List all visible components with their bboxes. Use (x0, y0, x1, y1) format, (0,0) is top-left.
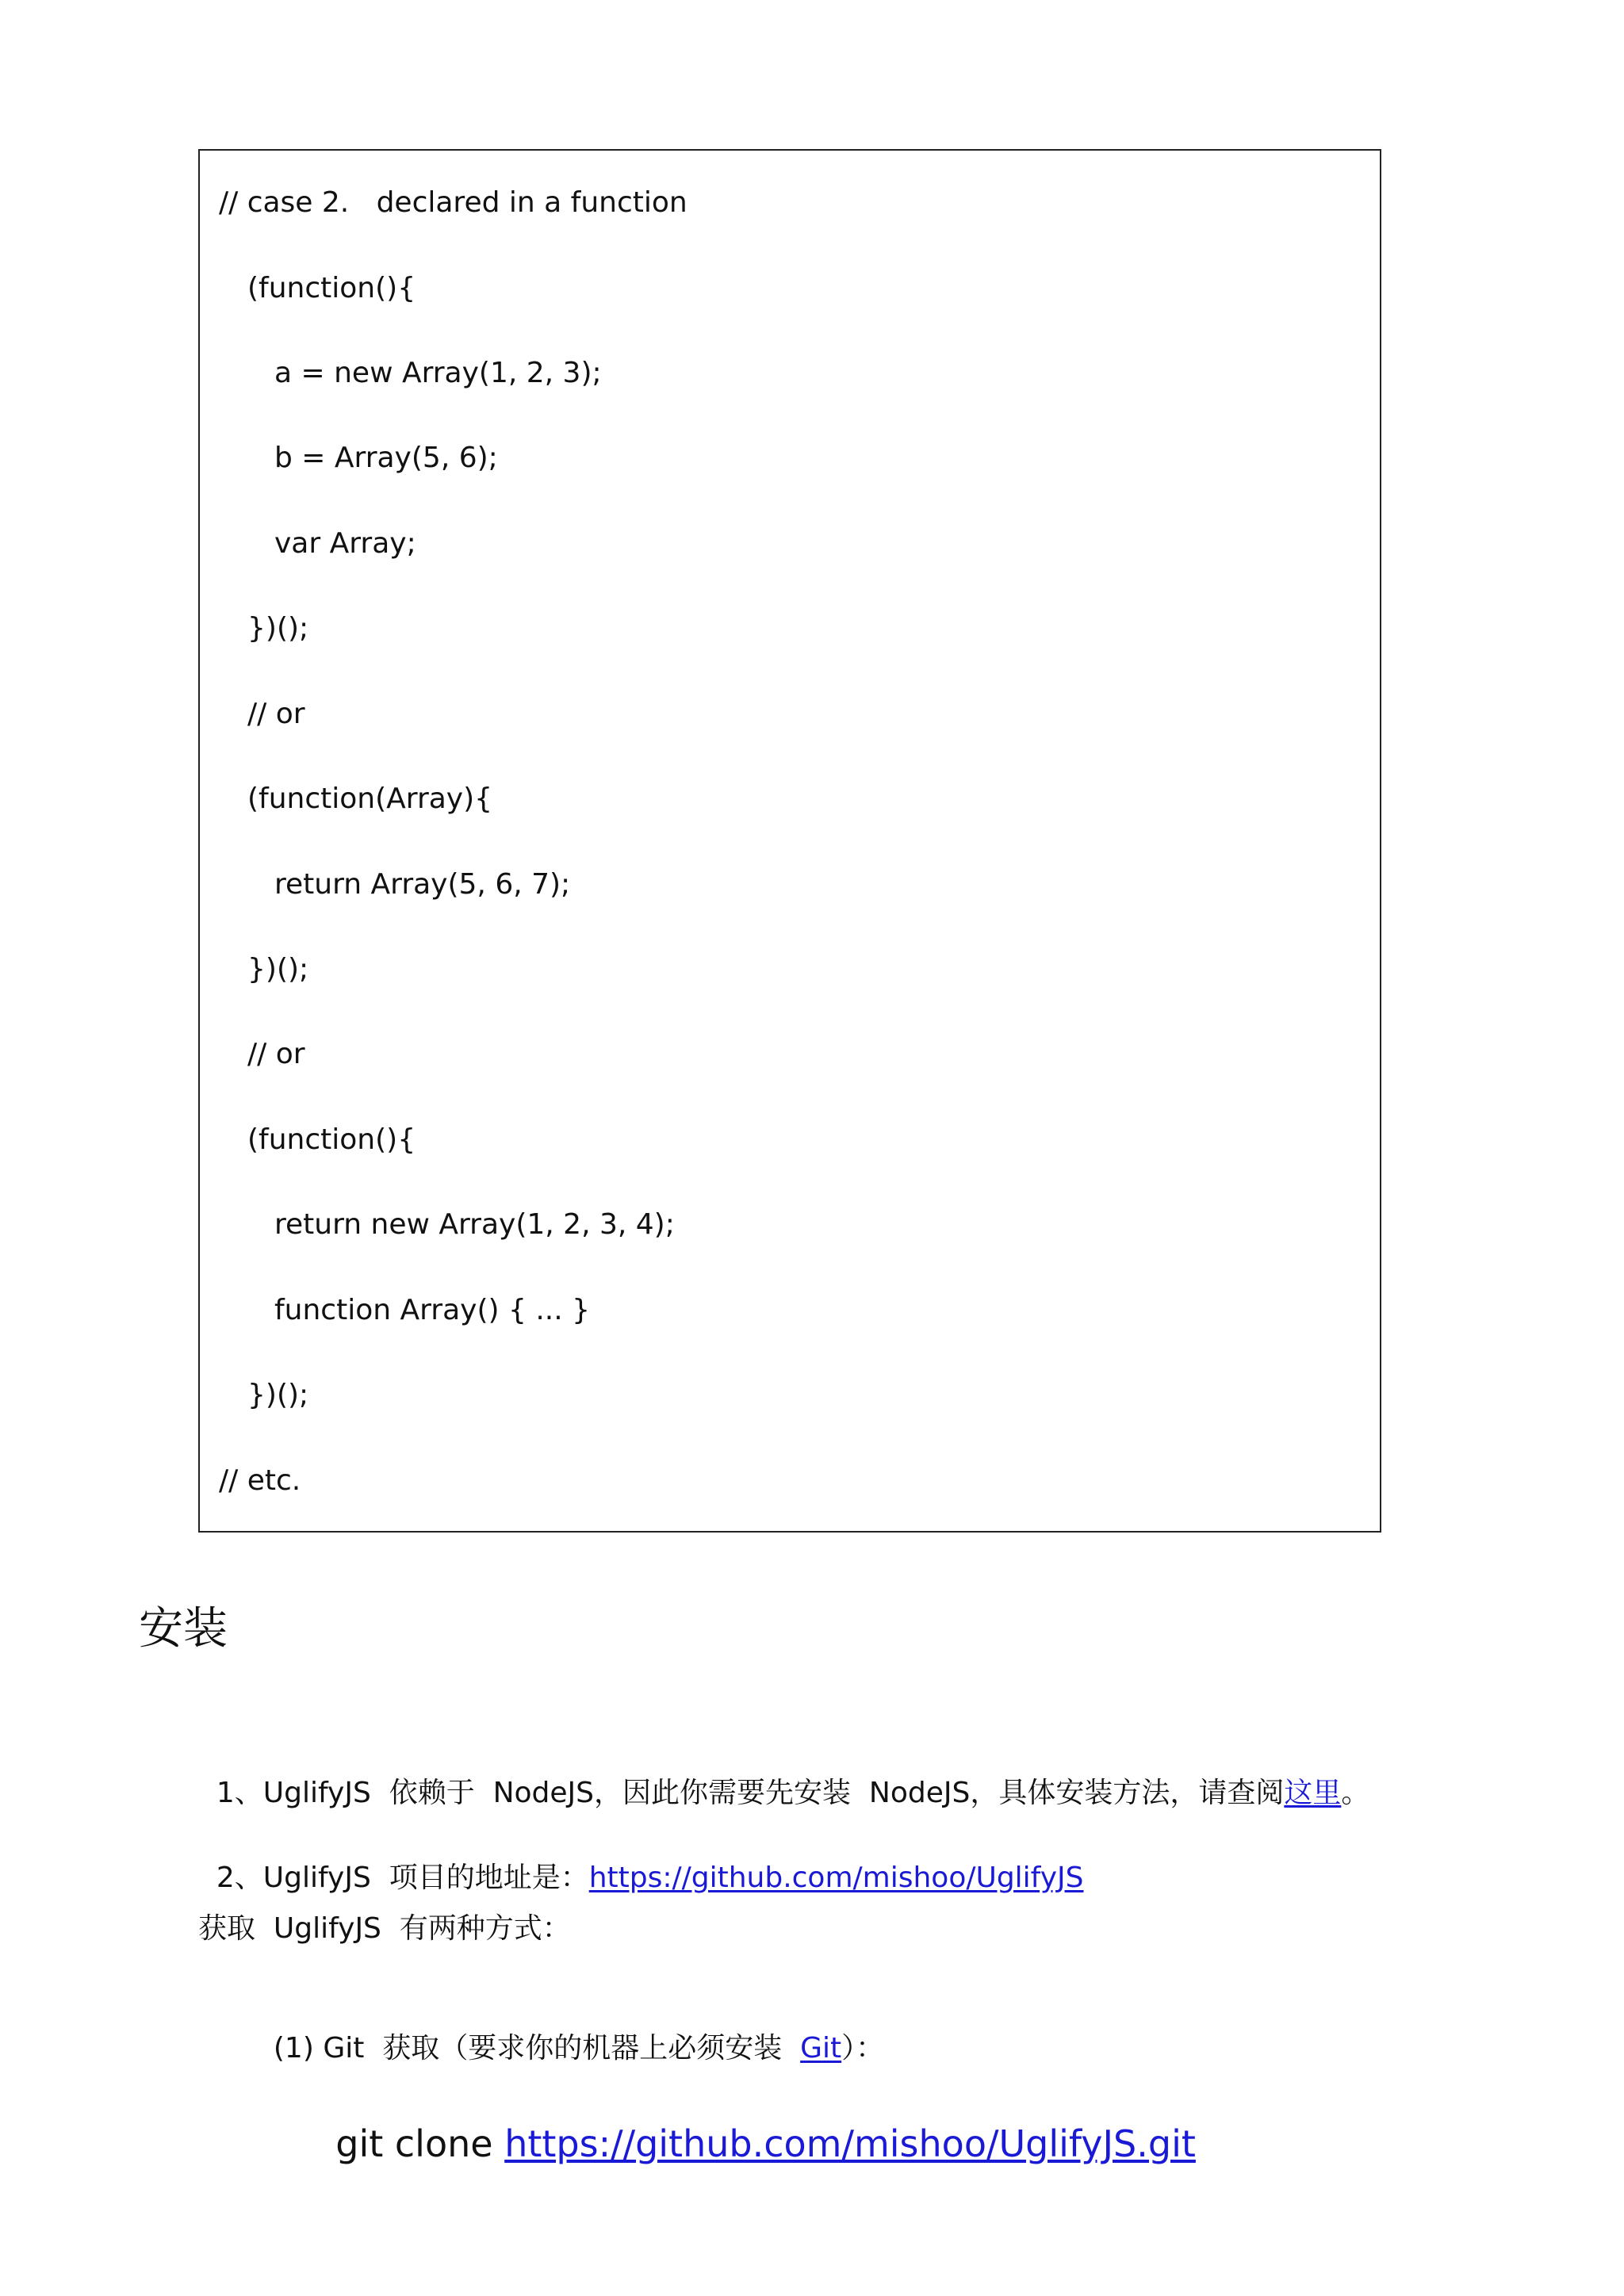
section-heading: 安装 (139, 1603, 228, 1655)
code-line: // case 2. declared in a function (219, 186, 688, 219)
code-line: return Array(5, 6, 7); (274, 868, 571, 901)
code-line: function Array() { ... } (274, 1294, 591, 1326)
code-line: })(); (247, 953, 309, 985)
code-line: (function(){ (247, 272, 416, 304)
code-line: (function(Array){ (247, 783, 493, 815)
git-link[interactable]: Git (800, 2032, 842, 2064)
code-line: a = new Array(1, 2, 3); (274, 357, 602, 389)
code-block (198, 149, 1381, 1533)
git-clone-command (312, 2077, 1196, 2166)
code-line: })(); (247, 612, 309, 645)
code-line: })(); (247, 1379, 309, 1411)
way-1-end: ）： (841, 2032, 885, 2064)
code-line: (function(){ (247, 1123, 416, 1156)
ways-intro: 获取 UglifyJS 有两种方式： (198, 1912, 571, 1945)
uglifyjs-repo-link[interactable]: https://github.com/mishoo/UglifyJS (588, 1862, 1084, 1894)
code-line: // or (247, 698, 305, 730)
way-1-text: (1) Git 获取（要求你的机器上必须安装 (273, 2032, 801, 2064)
git-clone-prefix: git clone (335, 2122, 505, 2165)
code-line: // etc. (219, 1464, 301, 1497)
install-step-1-end: 。 (1341, 1777, 1370, 1809)
install-step-1 (198, 1741, 1369, 1811)
install-step-2 (198, 1826, 1084, 1896)
install-step-2-text: 2、UglifyJS 项目的地址是： (216, 1862, 589, 1894)
install-step-1-text: 1、UglifyJS 依赖于 NodeJS，因此你需要先安装 NodeJS，具体安装方法，请查阅 (216, 1777, 1285, 1809)
code-line: var Array; (274, 527, 416, 560)
code-line: b = Array(5, 6); (274, 442, 498, 474)
nodejs-install-link[interactable]: 这里 (1284, 1777, 1342, 1809)
code-line: return new Array(1, 2, 3, 4); (274, 1208, 675, 1241)
git-clone-url-link[interactable]: https://github.com/mishoo/UglifyJS.git (504, 2122, 1196, 2165)
way-1-git (255, 1996, 884, 2066)
code-line: // or (247, 1038, 305, 1070)
